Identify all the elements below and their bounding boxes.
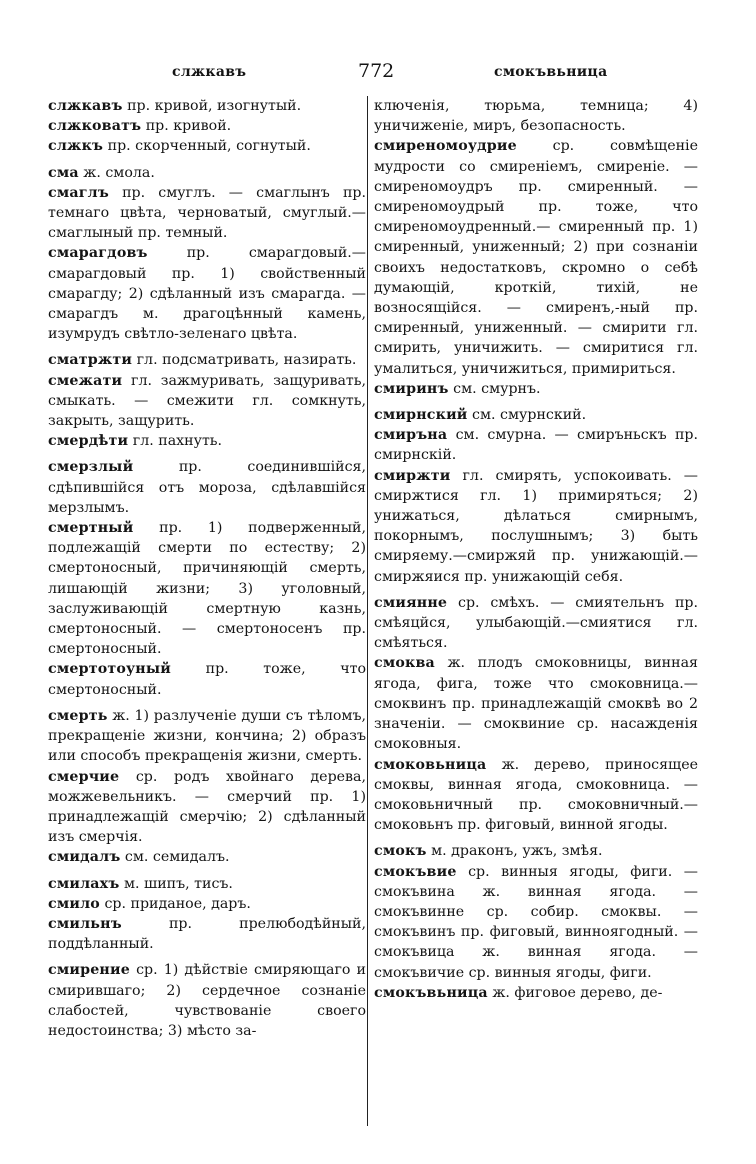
page-number: 772: [358, 60, 395, 82]
entry-headword: смиржти: [374, 467, 451, 484]
entry-definition: ж. смола.: [78, 164, 155, 181]
entry-definition: ср. приданое, даръ.: [99, 895, 251, 912]
left-column: [48, 96, 366, 1041]
entry-headword: смильнъ: [48, 915, 122, 932]
entry-headword: смиръна: [374, 427, 448, 444]
entry-headword: смерть: [48, 707, 108, 724]
dictionary-entry: [48, 457, 366, 518]
dictionary-entry: [374, 96, 698, 136]
column-divider: [367, 96, 368, 1126]
entry-headword: смокъвие: [374, 863, 457, 880]
entry-headword: сма: [48, 164, 79, 181]
entry-definition: ср. совмѣщеніе мудрости со смиреніемъ, смиреніе. — смиреномоудръ пр. смиренный. — смиреномоудрый пр. тоже, что смиреномоудренный.— смиренный пр. 1) смиренный, униженный; 2) при сознаніи своихъ недостатковъ, скромно о себѣ думающій, кроткій, тихій, не возносящійся. — смиренъ,-ный пр. смиренный, униженный. — смирити гл. смирить, уничижить. — смиритися гл. умалиться, уничижиться, примириться.: [374, 138, 698, 377]
entry-headword: смиреномоудрие: [374, 138, 517, 155]
entry-definition: ср. винныя ягоды, фиги. — смокъвина ж. винная ягода. — смокъвинне ср. собир. смоквы. — смокъвинъ пр. фиговый, винноягодный. — смокъвица ж. винная ягода. — смокъвичие ср. винныя ягоды, фиги.: [374, 863, 698, 981]
entry-definition: пр. тоже, что смертоносный.: [48, 661, 366, 698]
entry-definition: ж. дерево, приносящее смоквы, винная ягода, смоковница. —смоковьничный пр. смоковничный.—смоковьнъ пр. фиговый, винной ягоды.: [374, 756, 698, 834]
dictionary-entry: [374, 983, 698, 1003]
dictionary-entry: [48, 116, 366, 136]
dictionary-entry: [48, 706, 366, 767]
entry-headword: смертный: [48, 520, 134, 537]
entry-definition: см. смурнъ.: [448, 380, 541, 397]
entry-headword: смирнский: [374, 407, 468, 424]
entry-headword: смаглъ: [48, 184, 109, 201]
entry-headword: смежати: [48, 372, 123, 389]
entry-definition: гл. подсматривать, назирать.: [132, 352, 357, 369]
entry-definition: пр. смарагдовый.—смарагдовый пр. 1) свойственный смарагду; 2) сдѣланный изъ смарагда. —смарагдъ м. драгоцѣнный камень, изумрудъ свѣтло-зеленаго цвѣта.: [48, 245, 366, 343]
entry-definition: м. драконъ, ужъ, змѣя.: [426, 843, 603, 860]
dictionary-entry: [374, 379, 698, 399]
dictionary-entry: [374, 755, 698, 836]
dictionary-entry: [48, 847, 366, 867]
entry-definition: гл. пахнуть.: [128, 433, 223, 450]
entry-headword: смило: [48, 895, 100, 912]
entry-definition: пр. кривой, изогнутый.: [122, 98, 302, 114]
entry-headword: слжковатъ: [48, 118, 142, 135]
entry-headword: сматржти: [48, 352, 133, 369]
entry-headword: слжкавъ: [48, 98, 123, 114]
entry-definition: ср. смѣхъ. — смиятельнъ пр. смѣяцйся, улыбающій.—смиятися гл. смѣяться.: [374, 594, 698, 652]
dictionary-entry: [48, 659, 366, 699]
dictionary-entry: [374, 466, 698, 587]
page-header: [0, 60, 756, 88]
dictionary-entry: [48, 163, 366, 183]
entry-headword: слжкъ: [48, 138, 104, 155]
entry-definition: пр. смуглъ. — смаглынъ пр. темнаго цвѣта, черноватый, смуглый.—смаглыный пр. темный.: [48, 184, 366, 242]
entry-definition: ср. родъ хвойнаго дерева, можжевельникъ. — смерчий пр. 1) принадлежащій смерчію; 2) сдѣланный изъ смерчія.: [48, 768, 366, 846]
entry-headword: смилахъ: [48, 875, 120, 892]
dictionary-entry: [48, 914, 366, 954]
entry-headword: смиринъ: [374, 380, 449, 397]
entry-headword: смокъ: [374, 843, 427, 860]
entry-definition: пр. скорченный, согнутый.: [103, 138, 311, 155]
entry-definition: пр. прелюбодѣйный, поддѣланный.: [48, 915, 366, 953]
entry-headword: смердѣти: [48, 433, 129, 450]
entry-definition: пр. кривой.: [141, 118, 232, 135]
right-column: [374, 96, 698, 1003]
entry-definition: пр. соединившійся, сдѣпившійся отъ мороза, сдѣлавшійся мерзлымъ.: [48, 459, 366, 516]
entry-headword: смерзлый: [48, 459, 134, 476]
entry-headword: смоковьница: [374, 756, 487, 773]
dictionary-entry: [48, 874, 366, 894]
entry-headword: смарагдовъ: [48, 245, 148, 262]
entry-definition: ж. фиговое дерево, де-: [487, 984, 663, 1001]
dictionary-entry: [48, 431, 366, 451]
dictionary-entry: [48, 767, 366, 848]
running-head-right: смокъвьница: [494, 64, 608, 80]
entry-definition: м. шипъ, тисъ.: [119, 875, 233, 892]
dictionary-entry: [374, 593, 698, 654]
entry-headword: смерчие: [48, 768, 120, 785]
entry-definition: см. смурнский.: [467, 407, 587, 424]
dictionary-entry: [48, 894, 366, 914]
entry-headword: смирение: [48, 962, 130, 979]
entry-headword: смидалъ: [48, 849, 121, 866]
dictionary-entry: [374, 425, 698, 465]
entry-headword: смокъвьница: [374, 984, 488, 1001]
entry-definition: ж. плодъ смоковницы, винная ягода, фига, тоже что смоковница.—смоквинъ пр. принадлежащій смоквѣ во 2 значеніи. — смоквиние ср. насажденія смоковныя.: [374, 655, 698, 753]
entry-definition: пр. 1) подверженный, подлежащій смерти по естеству; 2) смертоносный, причиняющій смерть, лишающій жизни; 3) уголовный, заслуживающій смертную казнь, смертоносный. — смертоносенъ пр. смертоносный.: [48, 520, 366, 658]
dictionary-entry: [374, 841, 698, 861]
dictionary-entry: [48, 371, 366, 432]
dictionary-entry: [48, 96, 366, 116]
dictionary-entry: [48, 960, 366, 1041]
dictionary-entry: [48, 136, 366, 156]
dictionary-entry: [48, 518, 366, 659]
dictionary-entry: [374, 653, 698, 754]
dictionary-entry: [48, 243, 366, 344]
entry-definition: гл. смирять, успокоивать. — смиржтися гл. 1) примиряться; 2) унижаться, дѣлаться смирнымъ, покорнымъ, послушнымъ; 3) быть смиряему.—смиржяй пр. унижающій.—смиржяися пр. унижающій себя.: [374, 467, 698, 585]
entry-definition: ключенія, тюрьма, темница; 4) уничиженіе, миръ, безопасность.: [374, 98, 698, 135]
dictionary-entry: [48, 350, 366, 370]
entry-definition: см. семидалъ.: [120, 849, 230, 866]
dictionary-entry: [374, 405, 698, 425]
entry-headword: смиянне: [374, 594, 448, 611]
entry-definition: гл. зажмуривать, защуривать, смыкать. — смежити гл. сомкнуть, закрыть, защурить.: [48, 372, 366, 430]
dictionary-entry: [374, 136, 698, 378]
running-head-left: слжкавъ: [172, 64, 247, 80]
dictionary-entry: [48, 183, 366, 244]
entry-headword: смоква: [374, 655, 435, 672]
entry-definition: ж. 1) разлученіе души съ тѣломъ, прекращеніе жизни, кончина; 2) образъ или способъ прекращенія жизни, смерть.: [48, 707, 366, 765]
entry-headword: смертотоуный: [48, 661, 172, 678]
entry-definition: см. смурна. — смиръньскъ пр. смирнскій.: [374, 427, 698, 464]
dictionary-entry: [374, 862, 698, 983]
entry-definition: ср. 1) дѣйствіе смиряющаго и смирившаго; 2) сердечное сознаніе слабостей, чувствованіе своего недостоинства; 3) мѣсто за-: [48, 962, 366, 1039]
